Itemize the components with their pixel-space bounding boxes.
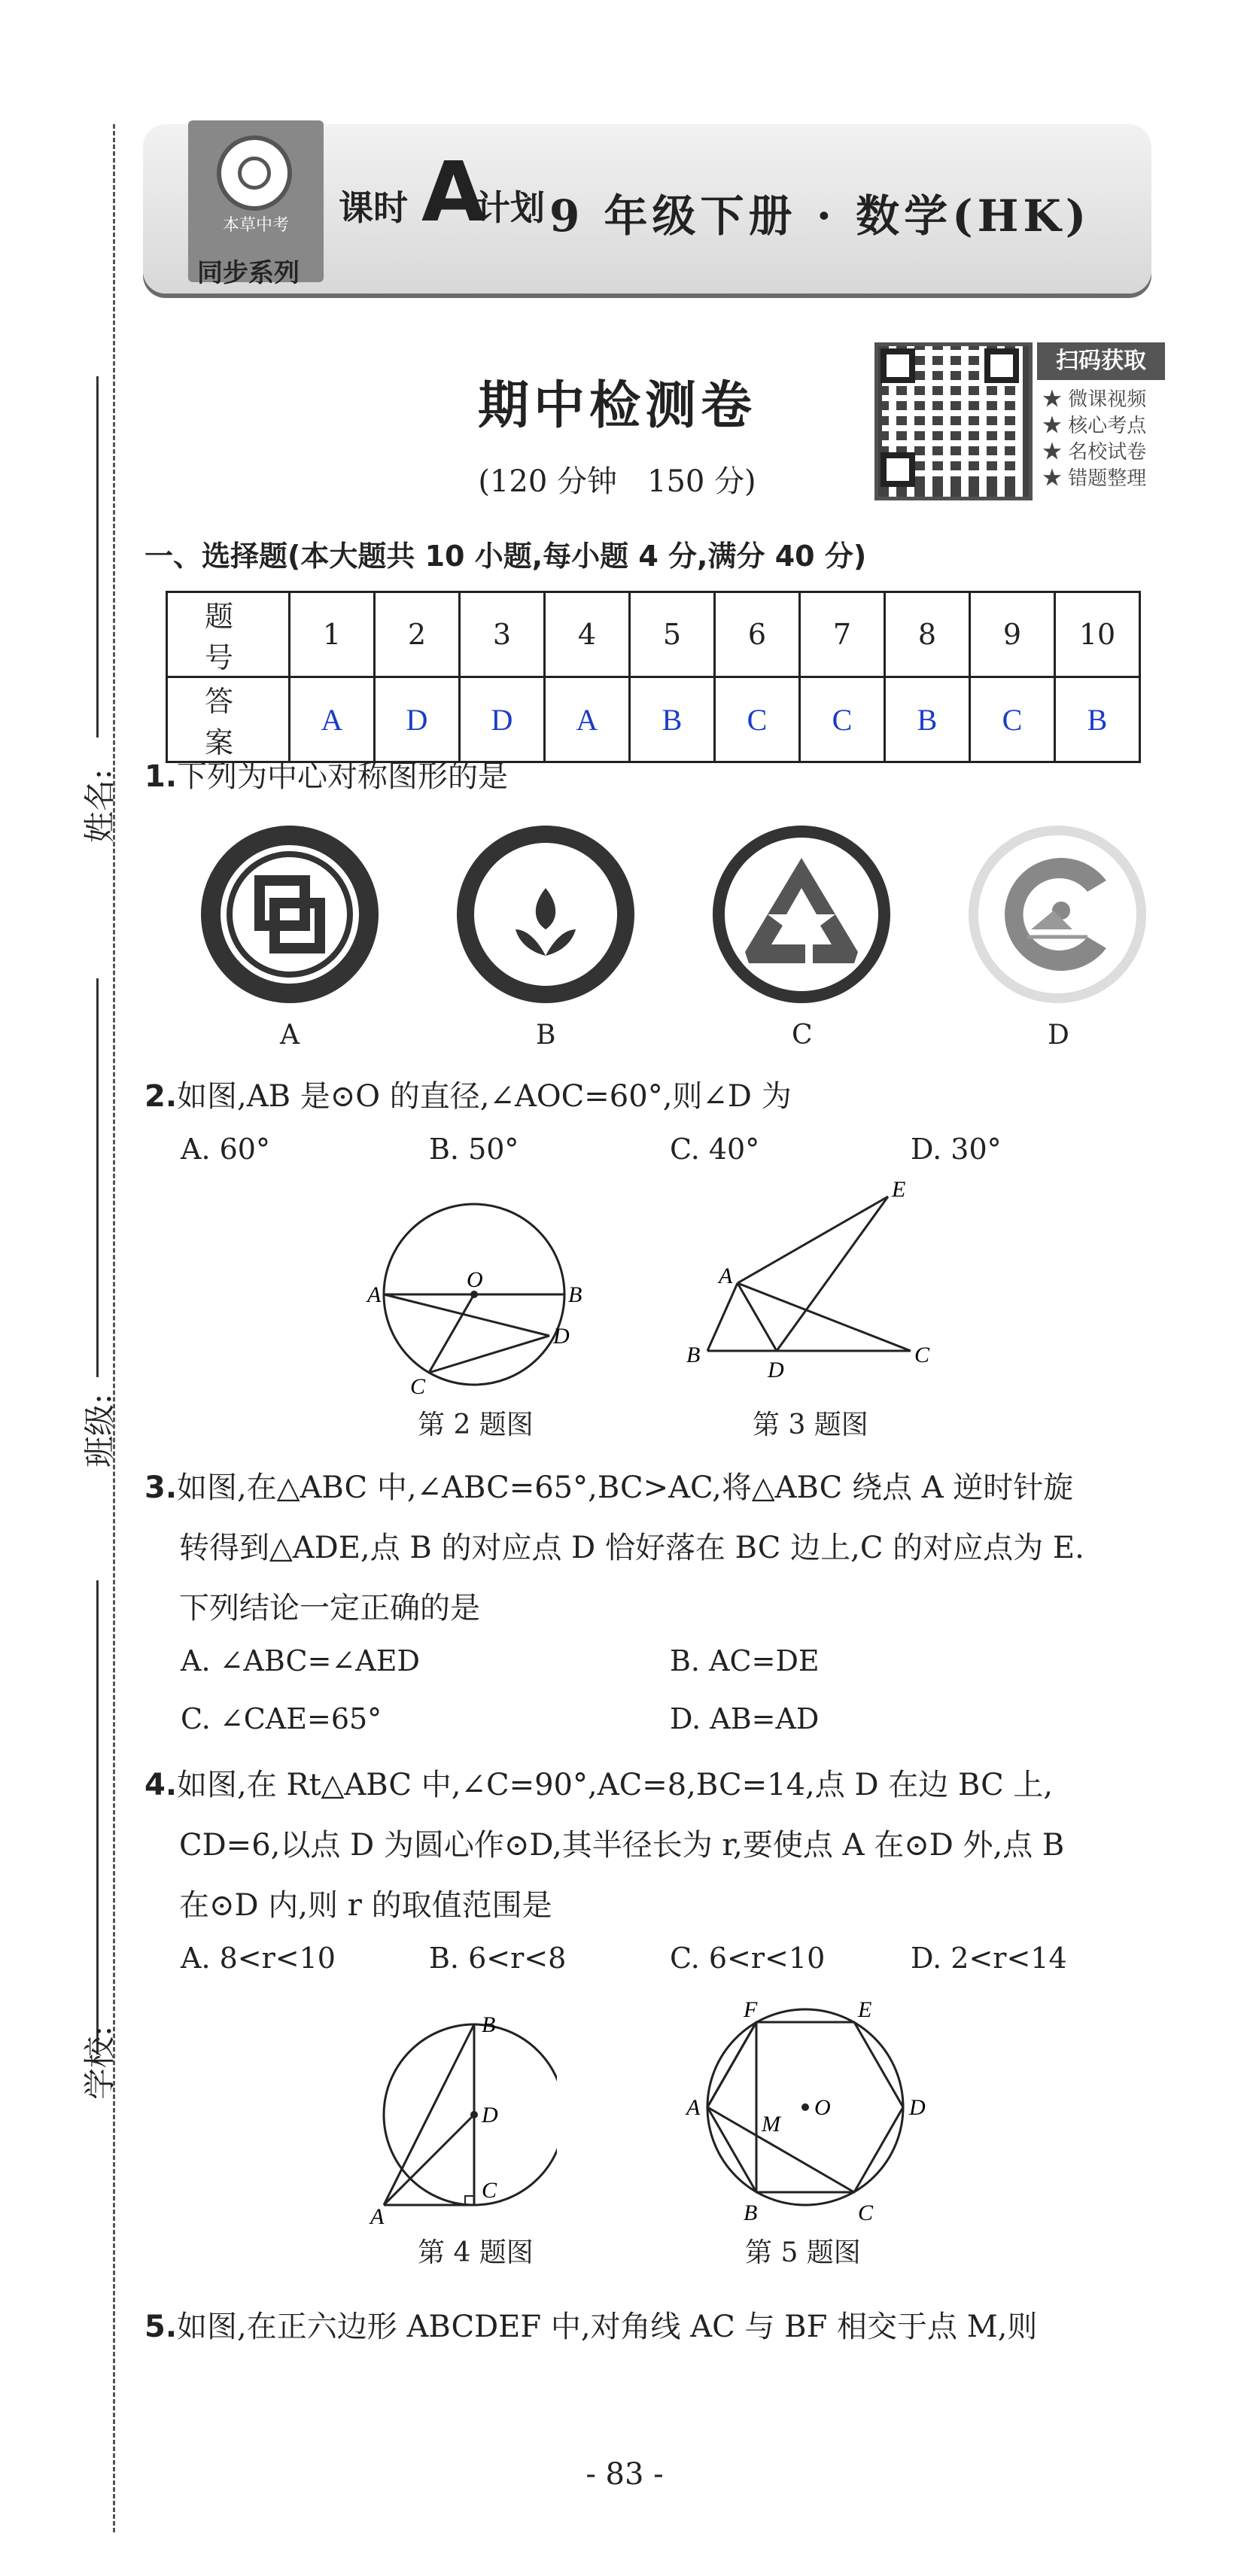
question-2: 2.如图,AB 是⊙O 的直径,∠AOC=60°,则∠D 为 bbox=[144, 1079, 792, 1114]
page-subtitle: (120 分钟 150 分) bbox=[478, 464, 756, 499]
question-number: 10 bbox=[1055, 592, 1140, 677]
scan-item: ★ 核心考点 bbox=[1042, 415, 1147, 437]
question-number: 2 bbox=[375, 592, 460, 677]
question-4-line2: CD=6,以点 D 为圆心作⊙D,其半径长为 r,要使点 A 在⊙D 外,点 B bbox=[179, 1828, 1065, 1863]
brand-letter: A bbox=[421, 144, 486, 240]
class-line bbox=[96, 978, 99, 1377]
option-a: A. ∠ABC=∠AED bbox=[181, 1644, 420, 1677]
scan-item: ★ 名校试卷 bbox=[1042, 441, 1147, 464]
svg-text:A: A bbox=[367, 1282, 382, 1307]
option-c: C. 6<r<10 bbox=[670, 1942, 826, 1975]
svg-text:B: B bbox=[568, 1282, 582, 1307]
question-4: 4.如图,在 Rt△ABC 中,∠C=90°,AC=8,BC=14,点 D 在边 BC 上, bbox=[144, 1768, 1054, 1802]
page-title: 期中检测卷 bbox=[477, 376, 756, 436]
school-line bbox=[96, 1580, 99, 2054]
logo-label: A bbox=[280, 1020, 300, 1051]
scan-item: ★ 错题整理 bbox=[1042, 467, 1147, 490]
answer-cell: D bbox=[375, 677, 460, 762]
publisher-logo-icon bbox=[217, 135, 292, 211]
option-c: C. ∠CAE=65° bbox=[181, 1702, 382, 1735]
question-number: 4 bbox=[545, 592, 630, 677]
svg-text:B: B bbox=[482, 2012, 496, 2037]
row-label-number: 题 号 bbox=[167, 592, 290, 677]
q1-logos bbox=[188, 817, 1182, 1012]
question-1: 1.下列为中心对称图形的是 bbox=[144, 759, 509, 794]
qr-eye-icon bbox=[881, 348, 915, 383]
binding-dashed-line bbox=[113, 124, 115, 2532]
logo-c-recycle-icon bbox=[713, 826, 890, 1003]
logo-a-icon bbox=[201, 826, 379, 1003]
question-2-text: 如图,AB 是⊙O 的直径,∠AOC=60°,则∠D 为 bbox=[177, 1079, 792, 1114]
svg-text:D: D bbox=[482, 2103, 498, 2127]
question-4-line1: 如图,在 Rt△ABC 中,∠C=90°,AC=8,BC=14,点 D 在边 BC 上, bbox=[177, 1768, 1054, 1802]
badge-text: 本草中考 bbox=[222, 216, 289, 235]
scan-item: ★ 微课视频 bbox=[1042, 388, 1147, 411]
question-3-line2: 转得到△ADE,点 B 的对应点 D 恰好落在 BC 边上,C 的对应点为 E. bbox=[179, 1531, 1084, 1565]
question-5: 5.如图,在正六边形 ABCDEF 中,对角线 AC 与 BF 相交于点 M,则 bbox=[144, 2310, 1038, 2344]
logo-d-icon bbox=[969, 826, 1146, 1003]
question-3-line3: 下列结论一定正确的是 bbox=[179, 1591, 480, 1626]
svg-text:M: M bbox=[762, 2112, 780, 2137]
svg-text:B: B bbox=[686, 1343, 701, 1367]
svg-text:C: C bbox=[914, 1343, 930, 1367]
svg-text:C: C bbox=[482, 2178, 497, 2203]
svg-text:O: O bbox=[814, 2095, 831, 2120]
figure-5 bbox=[670, 1994, 948, 2228]
figure-3 bbox=[677, 1182, 948, 1400]
question-3-line1: 如图,在△ABC 中,∠ABC=65°,BC>AC,将△ABC 绕点 A 逆时针旋 bbox=[177, 1470, 1074, 1505]
svg-text:D: D bbox=[768, 1358, 784, 1382]
svg-text:C: C bbox=[858, 2200, 874, 2225]
logo-label: D bbox=[1048, 1020, 1069, 1051]
question-3: 3.如图,在△ABC 中,∠ABC=65°,BC>AC,将△ABC 绕点 A 逆时针旋 bbox=[144, 1470, 1074, 1505]
logo-b-icon bbox=[457, 826, 634, 1003]
answer-cell: B bbox=[630, 677, 715, 762]
question-number: 9 bbox=[970, 592, 1055, 677]
answer-cell: B bbox=[1055, 677, 1140, 762]
answer-cell: C bbox=[800, 677, 885, 762]
name-label: 姓名: bbox=[81, 768, 118, 843]
svg-text:A: A bbox=[686, 2095, 701, 2120]
answer-cell: C bbox=[715, 677, 800, 762]
question-5-text: 如图,在正六边形 ABCDEF 中,对角线 AC 与 BF 相交于点 M,则 bbox=[177, 2310, 1038, 2344]
svg-text:D: D bbox=[553, 1324, 570, 1349]
svg-text:O: O bbox=[467, 1267, 483, 1292]
svg-text:B: B bbox=[744, 2200, 758, 2225]
figure-4 bbox=[361, 2009, 557, 2228]
svg-text:D: D bbox=[909, 2095, 926, 2120]
scan-title: 扫码获取 bbox=[1037, 342, 1165, 380]
figure-2 bbox=[354, 1197, 625, 1400]
brand-suffix: 计划 bbox=[476, 187, 545, 228]
question-number: 3 bbox=[460, 592, 545, 677]
logo-label: C bbox=[792, 1020, 813, 1051]
question-number: 8 bbox=[885, 592, 970, 677]
option-d: D. 2<r<14 bbox=[911, 1942, 1067, 1975]
page-number: - 83 - bbox=[586, 2457, 664, 2492]
logo-label: B bbox=[536, 1020, 556, 1051]
class-label: 班级: bbox=[81, 1393, 118, 1467]
option-a: A. 60° bbox=[181, 1133, 270, 1166]
option-d: D. 30° bbox=[911, 1133, 1002, 1166]
school-label: 学校: bbox=[81, 2025, 118, 2100]
qr-eye-icon bbox=[984, 348, 1019, 383]
question-number: 7 bbox=[800, 592, 885, 677]
answer-cell: D bbox=[460, 677, 545, 762]
section-heading: 一、选择题(本大题共 10 小题,每小题 4 分,满分 40 分) bbox=[144, 540, 867, 573]
figure-4-caption: 第 4 题图 bbox=[418, 2237, 534, 2268]
question-1-text: 下列为中心对称图形的是 bbox=[177, 759, 509, 794]
question-4-line3: 在⊙D 内,则 r 的取值范围是 bbox=[179, 1888, 552, 1923]
svg-text:F: F bbox=[744, 1997, 758, 2022]
book-title: 9 年级下册 · 数学(HK) bbox=[549, 190, 1091, 242]
option-c: C. 40° bbox=[670, 1133, 760, 1166]
question-number: 1 bbox=[290, 592, 375, 677]
svg-text:E: E bbox=[892, 1182, 906, 1202]
option-b: B. 6<r<8 bbox=[429, 1942, 567, 1975]
answer-table bbox=[166, 591, 1141, 763]
question-number: 6 bbox=[715, 592, 800, 677]
svg-text:C: C bbox=[410, 1374, 426, 1399]
svg-text:E: E bbox=[858, 1997, 872, 2022]
figure-2-caption: 第 2 题图 bbox=[418, 1410, 534, 1440]
name-line bbox=[96, 376, 99, 738]
answer-cell: C bbox=[970, 677, 1055, 762]
answer-cell: A bbox=[545, 677, 630, 762]
answer-cell: A bbox=[290, 677, 375, 762]
option-b: B. AC=DE bbox=[670, 1644, 820, 1677]
series-label: 同步系列 bbox=[197, 258, 300, 288]
answer-cell: B bbox=[885, 677, 970, 762]
brand-prefix: 课时 bbox=[339, 187, 408, 228]
svg-text:A: A bbox=[370, 2204, 385, 2228]
figure-5-caption: 第 5 题图 bbox=[745, 2237, 861, 2268]
svg-text:A: A bbox=[719, 1264, 733, 1288]
figure-3-caption: 第 3 题图 bbox=[753, 1410, 868, 1440]
option-d: D. AB=AD bbox=[670, 1702, 820, 1735]
question-number: 5 bbox=[630, 592, 715, 677]
qr-eye-icon bbox=[881, 452, 915, 487]
option-b: B. 50° bbox=[429, 1133, 519, 1166]
option-a: A. 8<r<10 bbox=[181, 1942, 336, 1975]
row-label-answer: 答 案 bbox=[167, 677, 290, 762]
